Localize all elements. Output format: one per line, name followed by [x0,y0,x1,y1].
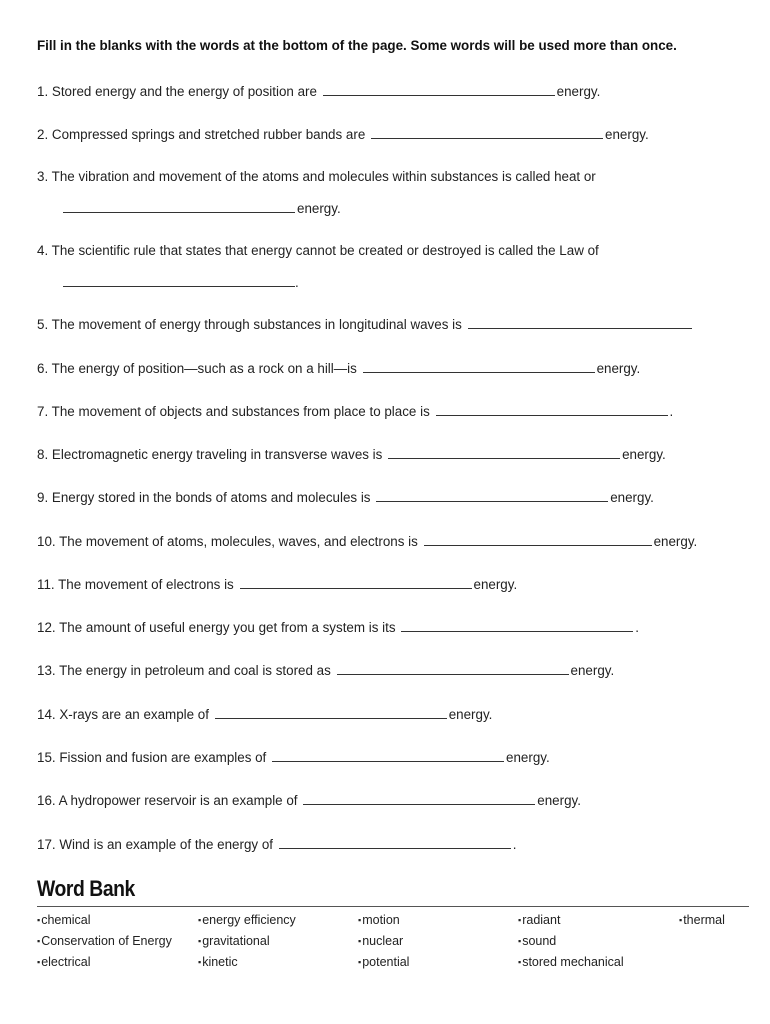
question-number: 15. [37,750,56,765]
question-text: Wind is an example of the energy of [59,837,273,852]
question-text: Fission and fusion are examples of [59,750,267,765]
question-5 [37,316,694,332]
question-text: The movement of atoms, molecules, waves, and electrons is [59,534,418,549]
bullet-icon: ▪ [358,957,362,967]
question-4-continued [63,274,299,290]
question-text: The movement of energy through substances in longitudinal waves is [51,317,462,332]
question-suffix: . [669,404,674,419]
question-number: 12. [37,620,56,635]
word-bank-item: ▪electrical [37,955,91,969]
question-3 [37,169,596,184]
answer-blank[interactable] [279,836,511,849]
answer-blank[interactable] [303,792,535,805]
word-bank-item: ▪radiant [518,913,561,927]
bullet-icon: ▪ [358,915,362,925]
answer-blank[interactable] [371,126,603,139]
bullet-icon: ▪ [37,915,41,925]
question-11 [37,576,517,592]
question-16 [37,792,581,808]
question-suffix: . [295,275,299,290]
answer-blank[interactable] [363,360,595,373]
question-7 [37,403,673,419]
question-14 [37,706,492,722]
question-1 [37,83,600,99]
answer-blank[interactable] [240,576,472,589]
question-13 [37,662,614,678]
word-bank-item: ▪sound [518,934,557,948]
bullet-icon: ▪ [518,936,522,946]
question-text: Stored energy and the energy of position are [51,84,317,99]
question-text: The movement of electrons is [58,577,234,592]
question-number: 8. [37,447,49,462]
question-4 [37,243,599,258]
question-suffix: energy. [473,577,518,592]
word-bank-item: ▪nuclear [358,934,404,948]
question-suffix: energy. [297,201,341,216]
question-10 [37,533,697,549]
question-number: 6. [37,361,49,376]
word-bank-item: ▪chemical [37,913,91,927]
question-suffix: . [635,620,639,635]
word-bank-item: ▪potential [358,955,410,969]
question-number: 3. [37,169,49,184]
question-suffix: energy. [622,447,666,462]
question-text: The energy of position—such as a rock on a hill—is [51,361,357,376]
question-text: A hydropower reservoir is an example of [58,793,298,808]
answer-blank[interactable] [323,83,555,96]
question-suffix: . [512,837,517,852]
word-bank-item: ▪stored mechanical [518,955,624,969]
question-text: The vibration and movement of the atoms and molecules within substances is called heat or [51,169,596,184]
question-suffix: energy. [570,663,615,678]
answer-blank[interactable] [215,706,447,719]
question-suffix: energy. [506,750,550,765]
bullet-icon: ▪ [518,915,522,925]
question-17 [37,836,516,852]
answer-blank[interactable] [63,200,295,213]
question-text: Electromagnetic energy traveling in transverse waves is [51,447,383,462]
bullet-icon: ▪ [518,957,522,967]
question-text: The scientific rule that states that energy cannot be created or destroyed is called the Law of [51,243,599,258]
answer-blank[interactable] [401,619,633,632]
question-number: 9. [37,490,49,505]
question-number: 13. [37,663,56,678]
word-bank-divider [37,906,749,907]
question-text: The movement of objects and substances from place to place is [51,404,430,419]
bullet-icon: ▪ [198,936,202,946]
answer-blank[interactable] [424,533,652,546]
question-number: 1. [37,84,49,99]
question-number: 5. [37,317,49,332]
question-text: The energy in petroleum and coal is stored as [59,663,331,678]
word-bank-item: ▪thermal [679,913,725,927]
answer-blank[interactable] [337,662,569,675]
question-text: Compressed springs and stretched rubber bands are [51,127,366,142]
question-suffix: energy. [537,793,581,808]
question-2 [37,126,649,142]
word-bank-title: Word Bank [37,876,135,901]
answer-blank[interactable] [63,274,295,287]
question-suffix: energy. [653,534,698,549]
question-15 [37,749,550,765]
answer-blank[interactable] [272,749,504,762]
question-12 [37,619,639,635]
bullet-icon: ▪ [37,957,41,967]
answer-blank[interactable] [468,316,692,329]
question-number: 17. [37,837,56,852]
bullet-icon: ▪ [198,915,202,925]
question-text: X-rays are an example of [59,707,209,722]
question-text: Energy stored in the bonds of atoms and molecules is [51,490,371,505]
bullet-icon: ▪ [198,957,202,967]
question-number: 2. [37,127,49,142]
question-number: 11. [37,577,55,592]
bullet-icon: ▪ [37,936,41,946]
question-8 [37,446,666,462]
question-text: The amount of useful energy you get from a system is its [59,620,396,635]
question-9 [37,489,654,505]
question-3-continued [63,200,341,216]
bullet-icon: ▪ [679,915,683,925]
answer-blank[interactable] [436,403,668,416]
answer-blank[interactable] [388,446,620,459]
question-suffix: energy. [596,361,641,376]
question-number: 4. [37,243,49,258]
word-bank-item: ▪gravitational [198,934,270,948]
question-number: 7. [37,404,49,419]
question-number: 16. [37,793,56,808]
word-bank-item: ▪motion [358,913,400,927]
answer-blank[interactable] [376,489,608,502]
question-6 [37,360,640,376]
question-suffix: energy. [556,84,601,99]
question-suffix: energy. [610,490,654,505]
word-bank-item: ▪energy efficiency [198,913,296,927]
question-suffix: energy. [448,707,493,722]
word-bank-item: ▪Conservation of Energy [37,934,172,948]
question-number: 10. [37,534,56,549]
question-number: 14. [37,707,56,722]
bullet-icon: ▪ [358,936,362,946]
instructions: Fill in the blanks with the words at the bottom of the page. Some words will be used more than once. [37,38,677,53]
word-bank-item: ▪kinetic [198,955,238,969]
question-suffix: energy. [605,127,649,142]
